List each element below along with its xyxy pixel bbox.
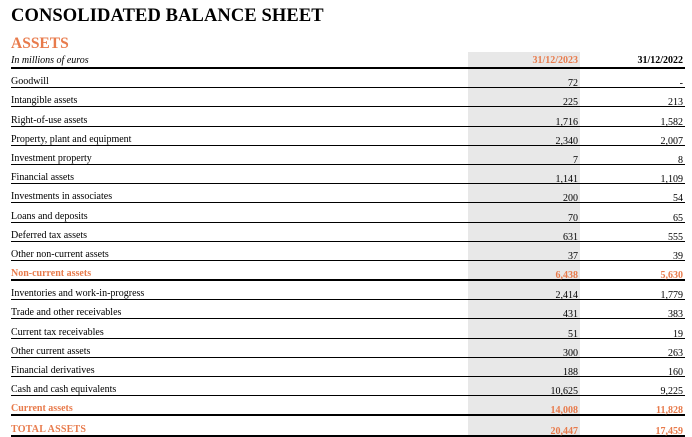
row-label: Cash and cash equivalents <box>11 377 468 396</box>
value-2023: 2,340 <box>555 135 578 147</box>
cell-2023 <box>468 280 580 300</box>
table-row <box>11 319 685 338</box>
cell-2023 <box>468 415 580 435</box>
value-2022: 1,779 <box>660 290 683 302</box>
cell-2022 <box>580 164 685 186</box>
cell-2023 <box>468 88 580 107</box>
column-header-2023: 31/12/2023 <box>468 52 580 68</box>
value-2023: 51 <box>568 328 578 340</box>
row-label: Financial assets <box>11 164 468 183</box>
row-label: Non-current assets <box>11 260 468 280</box>
cell-2022 <box>580 68 685 88</box>
row-label: Property, plant and equipment <box>11 126 468 145</box>
value-2023: 225 <box>563 97 578 109</box>
value-2023: 300 <box>563 347 578 359</box>
value-2022: 5,630 <box>660 270 683 282</box>
value-2022: 17,459 <box>655 425 683 437</box>
value-2022: 11,828 <box>656 405 683 417</box>
cell-2023 <box>468 68 580 88</box>
cell-2022 <box>580 280 685 300</box>
column-header-2022: 31/12/2022 <box>580 52 685 68</box>
cell-2023 <box>468 377 580 396</box>
cell-2023 <box>468 319 580 338</box>
row-label: Trade and other receivables <box>11 300 468 319</box>
value-2023: 10,625 <box>550 386 578 398</box>
row-label: Other current assets <box>11 338 468 357</box>
cell-2022 <box>580 241 685 260</box>
row-label: Current tax receivables <box>11 319 468 338</box>
cell-2022 <box>580 357 685 376</box>
cell-2022 <box>580 338 685 357</box>
cell-2023 <box>468 357 580 376</box>
value-2022: 263 <box>668 347 683 359</box>
row-label: Current assets <box>11 396 468 416</box>
cell-2023 <box>468 222 580 241</box>
table-body <box>11 68 685 436</box>
value-2023: 2,414 <box>555 290 578 302</box>
value-2023: 1,141 <box>555 174 578 186</box>
cell-2023 <box>468 260 580 280</box>
cell-2023 <box>468 107 580 126</box>
value-2023: 188 <box>563 367 578 378</box>
cell-2023 <box>468 145 580 164</box>
row-label: Other non-current assets <box>11 241 468 260</box>
row-label: Goodwill <box>11 68 468 88</box>
table-row <box>11 88 685 107</box>
row-label: Deferred tax assets <box>11 222 468 241</box>
value-2022: 1,109 <box>660 174 683 186</box>
cell-2023 <box>468 338 580 357</box>
subtotal-row <box>11 260 685 280</box>
cell-2022 <box>580 319 685 338</box>
table-row <box>11 338 685 357</box>
value-2023: 1,716 <box>555 116 578 128</box>
table-row <box>11 126 685 145</box>
cell-2023 <box>468 203 580 222</box>
assets-table <box>11 52 685 437</box>
table-row <box>11 107 685 126</box>
table-row <box>11 68 685 88</box>
value-2022: 39 <box>673 250 683 262</box>
value-2023: 431 <box>563 309 578 321</box>
value-2023: 7 <box>573 154 578 166</box>
cell-2023 <box>468 241 580 260</box>
total-row <box>11 415 685 435</box>
cell-2022 <box>580 107 685 126</box>
cell-2022 <box>580 300 685 319</box>
cell-2022 <box>580 415 685 435</box>
table-row <box>11 280 685 300</box>
value-2022: 555 <box>668 231 683 243</box>
row-label: Loans and deposits <box>11 203 468 222</box>
row-label: Investment property <box>11 145 468 164</box>
cell-2023 <box>468 396 580 416</box>
table-row <box>11 222 685 241</box>
cell-2022 <box>580 222 685 241</box>
document-title: CONSOLIDATED BALANCE SHEET <box>11 6 324 26</box>
row-label: TOTAL ASSETS <box>11 415 468 435</box>
value-2022: 19 <box>673 328 683 340</box>
cell-2022 <box>580 377 685 396</box>
value-2023: 37 <box>568 250 578 262</box>
table-row <box>11 377 685 396</box>
table-header-row <box>11 52 685 68</box>
value-2023: 72 <box>568 78 578 90</box>
table-row <box>11 357 685 376</box>
cell-2022 <box>580 88 685 107</box>
value-2022: - <box>679 78 683 90</box>
table-row <box>11 145 685 164</box>
value-2023: 14,008 <box>550 405 578 417</box>
value-2023: 6,438 <box>555 270 578 282</box>
row-label: Investments in associates <box>11 184 468 203</box>
value-2023: 631 <box>563 231 578 243</box>
cell-2022 <box>580 203 685 222</box>
value-2022: 213 <box>668 97 683 109</box>
value-2022: 1,582 <box>660 116 683 128</box>
table-row <box>11 184 685 203</box>
unit-label: In millions of euros <box>11 52 468 68</box>
cell-2022 <box>580 260 685 280</box>
cell-2023 <box>468 126 580 145</box>
row-label: Intangible assets <box>11 88 468 107</box>
value-2022: 8 <box>678 154 683 166</box>
subtotal-row <box>11 396 685 416</box>
value-2022: 65 <box>673 212 683 224</box>
value-2022: 160 <box>668 367 683 378</box>
table-row <box>11 203 685 222</box>
value-2022: 2,007 <box>660 135 683 147</box>
row-label: Financial derivatives <box>11 357 468 376</box>
cell-2023 <box>468 184 580 203</box>
section-title: ASSETS <box>11 35 69 52</box>
value-2023: 20,447 <box>550 425 578 437</box>
row-label: Right-of-use assets <box>11 107 468 126</box>
value-2022: 383 <box>668 309 683 321</box>
cell-2022 <box>580 126 685 145</box>
value-2023: 70 <box>568 212 578 224</box>
table-row <box>11 164 685 183</box>
cell-2022 <box>580 184 685 203</box>
table-row <box>11 241 685 260</box>
cell-2023 <box>468 300 580 319</box>
cell-2023 <box>468 164 580 186</box>
cell-2022 <box>580 396 685 416</box>
cell-2022 <box>580 145 685 164</box>
table-row <box>11 300 685 319</box>
value-2022: 9,225 <box>660 386 683 398</box>
row-label: Inventories and work-in-progress <box>11 280 468 300</box>
value-2023: 200 <box>563 193 578 205</box>
value-2022: 54 <box>673 193 683 205</box>
